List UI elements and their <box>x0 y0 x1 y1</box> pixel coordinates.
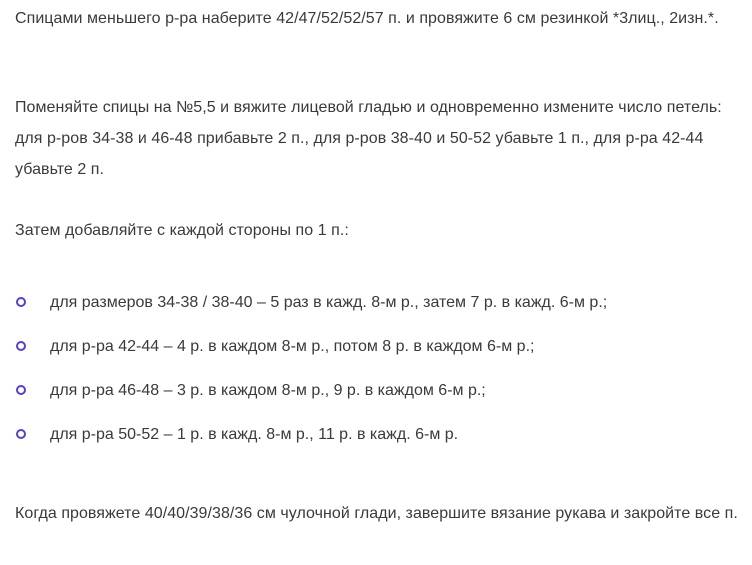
hollow-circle-bullet-icon <box>16 341 26 351</box>
hollow-circle-bullet-icon <box>16 385 26 395</box>
increase-schedule-list <box>15 287 740 463</box>
instruction-paragraph-cast-on: Спицами меньшего р-ра наберите 42/47/52/52/57 п. и провяжите 6 см резинкой *3лиц., 2изн.*. <box>15 10 719 27</box>
instruction-paragraph-increase-intro: Затем добавляйте с каждой стороны по 1 п.: <box>15 222 349 239</box>
list-item <box>15 419 740 463</box>
list-item-text: для р-ра 46-48 – 3 р. в каждом 8-м р., 9 р. в каждом 6-м р.; <box>50 382 486 399</box>
hollow-circle-bullet-icon <box>16 429 26 439</box>
hollow-circle-bullet-icon <box>16 297 26 307</box>
list-item-text: для р-ра 42-44 – 4 р. в каждом 8-м р., потом 8 р. в каждом 6-м р.; <box>50 338 535 355</box>
list-item-text: для р-ра 50-52 – 1 р. в кажд. 8-м р., 11 р. в кажд. 6-м р. <box>50 426 459 443</box>
list-item <box>15 375 740 419</box>
list-item <box>15 287 740 331</box>
list-item-text: для размеров 34-38 / 38-40 – 5 раз в кажд. 8-м р., затем 7 р. в кажд. 6-м р.; <box>50 294 608 311</box>
instruction-paragraph-change-needles: Поменяйте спицы на №5,5 и вяжите лицевой гладью и одновременно измените число петель: для р-ров 34-38 и 46-48 прибавьте 2 п., для р-ров 38-40 и 50-52 убавьте 1 п., для р-ра 42-44 убавьте 2 п. <box>15 99 722 178</box>
list-item <box>15 331 740 375</box>
instruction-paragraph-finish: Когда провяжете 40/40/39/38/36 см чулочной глади, завершите вязание рукава и закройте все п. <box>15 505 738 522</box>
